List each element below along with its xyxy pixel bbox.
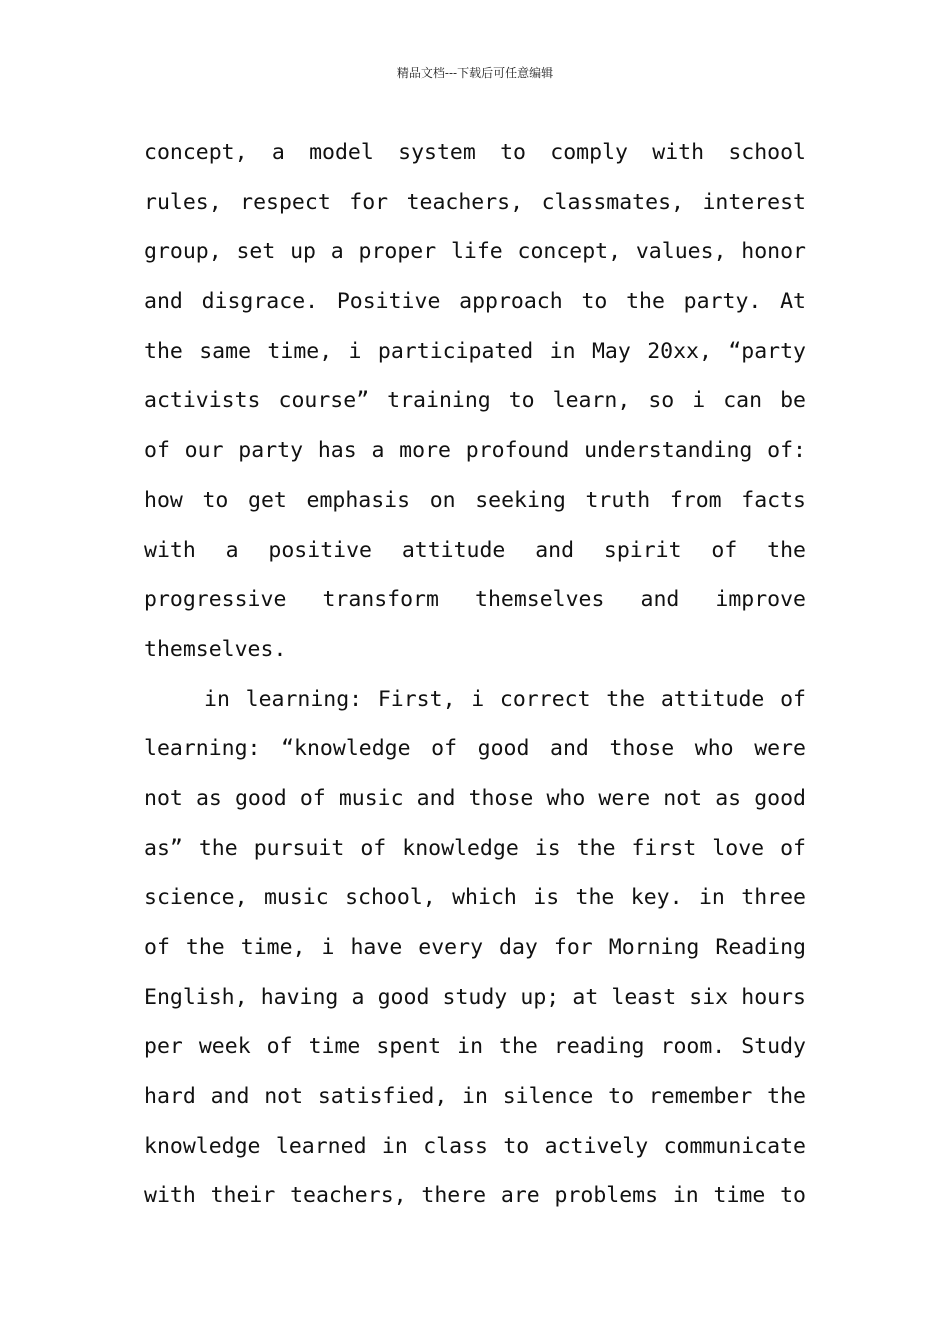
paragraph: [144, 675, 806, 1222]
text-line: science, music school, which is the key. in three: [144, 885, 806, 911]
text-line: with a positive attitude and spirit of the: [144, 537, 806, 563]
paragraph: [144, 128, 806, 675]
text-line: and disgrace. Positive approach to the party. At: [144, 289, 806, 315]
text-line: of our party has a more profound understanding of:: [144, 438, 806, 464]
text-line: knowledge learned in class to actively communicate: [144, 1133, 806, 1159]
document-body: [144, 128, 806, 1221]
text-line: rules, respect for teachers, classmates, interest: [144, 189, 806, 215]
text-line: themselves.: [144, 636, 287, 662]
text-line: learning: “knowledge of good and those who were: [144, 736, 806, 762]
text-line: not as good of music and those who were not as good: [144, 785, 806, 811]
text-line: with their teachers, there are problems in time to: [144, 1183, 806, 1209]
text-line: group, set up a proper life concept, values, honor: [144, 239, 806, 265]
text-line: progressive transform themselves and improve: [144, 587, 806, 613]
text-line: in learning: First, i correct the attitude of: [204, 686, 806, 712]
text-line: how to get emphasis on seeking truth from facts: [144, 487, 806, 513]
text-line: hard and not satisfied, in silence to remember the: [144, 1084, 806, 1110]
text-line: concept, a model system to comply with school: [144, 140, 806, 165]
text-line: of the time, i have every day for Morning Reading: [144, 935, 806, 960]
text-line: activists course” training to learn, so i can be: [144, 388, 806, 414]
text-line: per week of time spent in the reading room. Study: [144, 1034, 806, 1060]
page-header: 精品文档---下载后可任意编辑: [396, 66, 554, 80]
text-line: as” the pursuit of knowledge is the first love of: [144, 835, 806, 861]
text-line: English, having a good study up; at least six hours: [144, 984, 806, 1010]
text-line: the same time, i participated in May 20xx, “party: [144, 338, 806, 364]
